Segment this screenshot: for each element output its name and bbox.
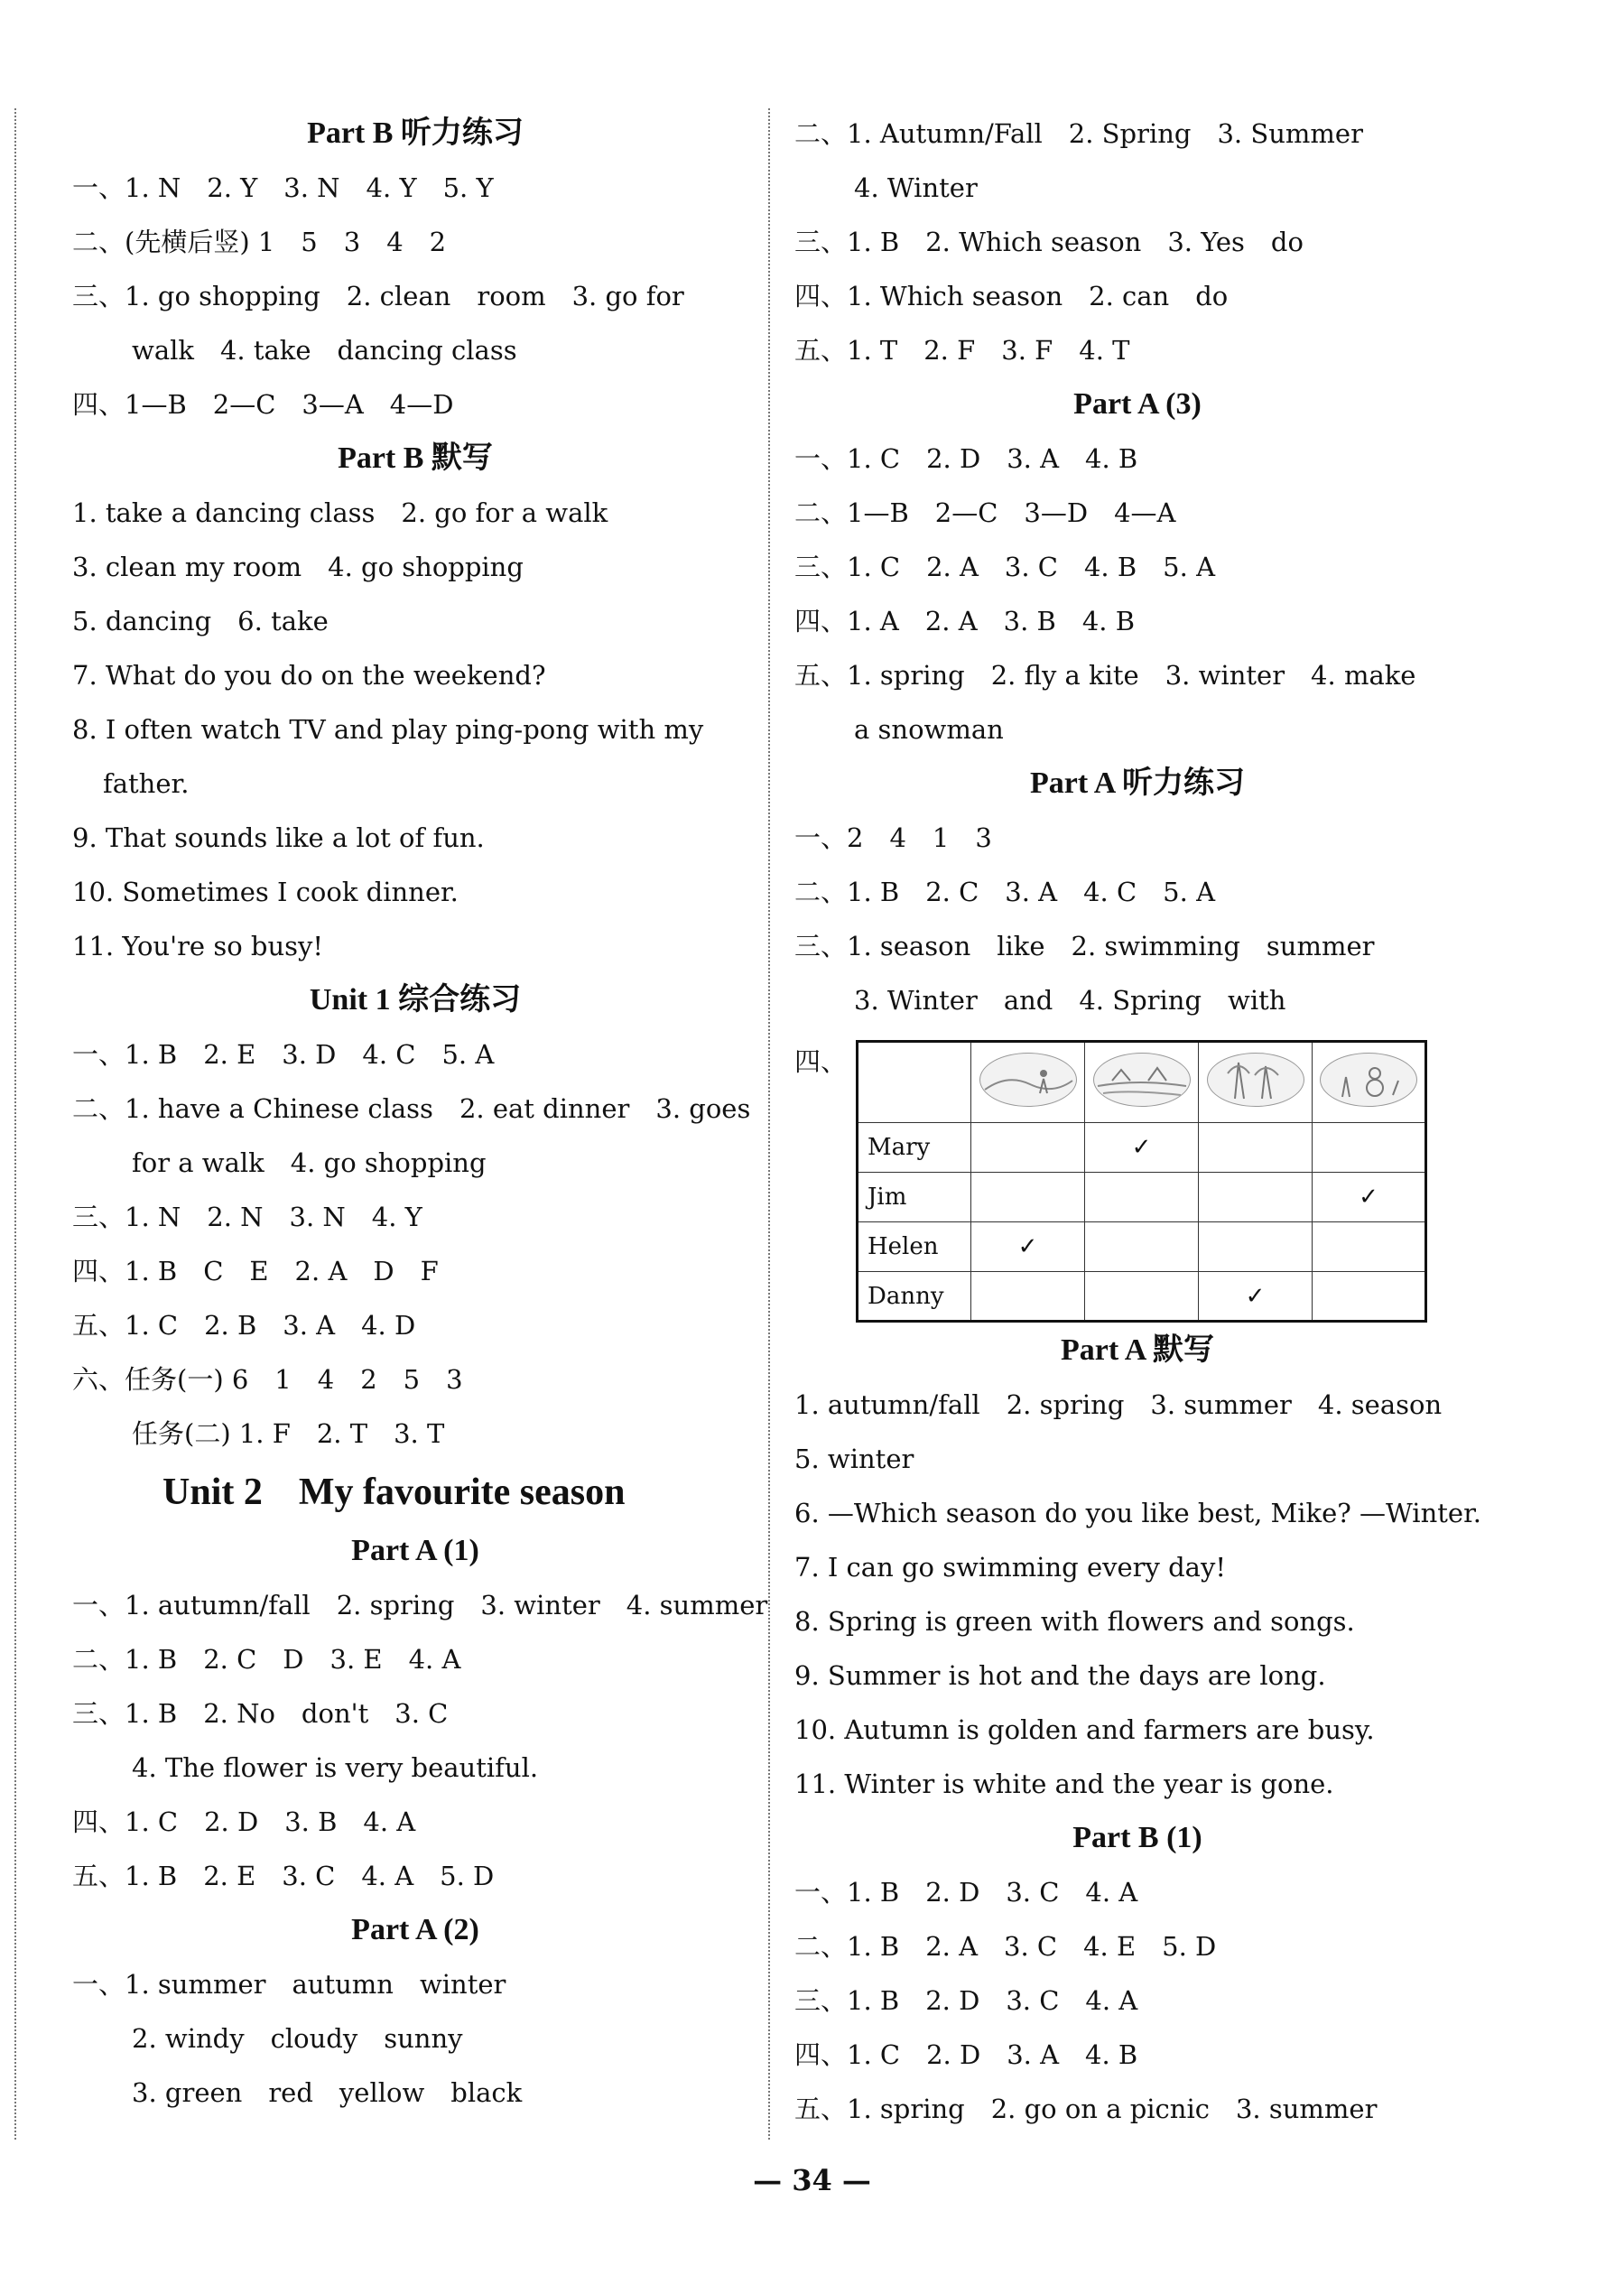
left-column (72, 107, 768, 2120)
answer-line: 二、1. B 2. C 3. A 4. C 5. A (794, 877, 1216, 907)
table-row-name: Jim (858, 1173, 971, 1222)
answer-line: 五、1. B 2. E 3. C 4. A 5. D (72, 1861, 495, 1891)
table-corner-cell (858, 1042, 971, 1123)
answer-line: 二、1. B 2. A 3. C 4. E 5. D (794, 1931, 1217, 1962)
table-cell (1085, 1272, 1199, 1322)
table-cell (1313, 1123, 1426, 1173)
answer-line: 一、1. summer autumn winter (72, 1969, 506, 2000)
section-title: Part B 默写 (338, 441, 493, 475)
section-title: Unit 1 综合练习 (309, 983, 522, 1017)
answer-line: 5. winter (794, 1444, 914, 1474)
answer-line: 一、1. autumn/fall 2. spring 3. winter 4. summer (72, 1590, 768, 1620)
section-title: Part A 默写 (1061, 1333, 1214, 1367)
table-cell (971, 1272, 1085, 1322)
section-title: Part A (3) (1073, 387, 1202, 421)
answer-line: 11. You're so busy! (72, 931, 324, 961)
season-activity-table (856, 1040, 1427, 1323)
check-mark-icon: ✓ (971, 1222, 1085, 1272)
section-title: Part A 听力练习 (1030, 766, 1245, 800)
table-question-label: 四、 (794, 1046, 848, 1077)
answer-line: 四、1. A 2. A 3. B 4. B (794, 606, 1136, 636)
answer-line: 二、1. Autumn/Fall 2. Spring 3. Summer (794, 118, 1363, 149)
answer-line: 2. windy cloudy sunny (132, 2023, 463, 2054)
answer-line: 四、1. Which season 2. can do (794, 281, 1229, 311)
answer-line: 一、1. N 2. Y 3. N 4. Y 5. Y (72, 172, 494, 203)
table-cell (1313, 1222, 1426, 1272)
answer-line: 三、1. B 2. No don't 3. C (72, 1698, 449, 1729)
answer-line: 一、1. C 2. D 3. A 4. B (794, 443, 1138, 474)
answer-line: 五、1. spring 2. fly a kite 3. winter 4. make (794, 660, 1416, 691)
answer-line: 三、1. B 2. Which season 3. Yes do (794, 227, 1304, 257)
table-cell (971, 1173, 1085, 1222)
season-picture-cell (1199, 1042, 1313, 1123)
answer-line: 一、2 4 1 3 (794, 822, 992, 853)
table-row (858, 1272, 1426, 1322)
answer-line: 10. Autumn is golden and farmers are busy. (794, 1714, 1375, 1745)
answer-line: 四、1—B 2—C 3—A 4—D (72, 389, 454, 420)
answer-line: 1. take a dancing class 2. go for a walk (72, 497, 608, 528)
answer-line: 1. autumn/fall 2. spring 3. summer 4. season (794, 1389, 1443, 1420)
answer-line: 三、1. season like 2. swimming summer (794, 931, 1375, 961)
season-picture-2 (1093, 1053, 1191, 1107)
answer-line: 任务(二) 1. F 2. T 3. T (132, 1418, 445, 1449)
answer-line: 二、1—B 2—C 3—D 4—A (794, 497, 1176, 528)
answer-line: 9. Summer is hot and the days are long. (794, 1660, 1326, 1691)
table-cell (971, 1123, 1085, 1173)
answer-line: 8. I often watch TV and play ping-pong with my (72, 714, 704, 745)
unit-title: My favourite season (298, 1472, 626, 1513)
table-row-name: Danny (858, 1272, 971, 1322)
column-divider-dotted-line (768, 108, 770, 2140)
answer-line: 一、1. B 2. D 3. C 4. A (794, 1877, 1138, 1908)
answer-line: 7. I can go swimming every day! (794, 1552, 1227, 1583)
answer-line: 四、1. C 2. D 3. A 4. B (794, 2039, 1138, 2070)
answer-line: 11. Winter is white and the year is gone. (794, 1769, 1334, 1799)
season-picture-3 (1207, 1053, 1304, 1107)
table-cell (1085, 1222, 1199, 1272)
section-title: Part B (1) (1072, 1821, 1202, 1854)
section-title: Part A (1) (351, 1534, 479, 1567)
table-row (858, 1123, 1426, 1173)
season-picture-cell (1313, 1042, 1426, 1123)
table-cell (1199, 1173, 1313, 1222)
table-row-name: Mary (858, 1123, 971, 1173)
answer-line: 6. —Which season do you like best, Mike? —Winter. (794, 1498, 1481, 1528)
check-mark-icon: ✓ (1199, 1272, 1313, 1322)
table-row (858, 1222, 1426, 1272)
answer-line: 一、1. B 2. E 3. D 4. C 5. A (72, 1039, 495, 1070)
answer-line: 五、1. C 2. B 3. A 4. D (72, 1310, 416, 1341)
answer-line: 7. What do you do on the weekend? (72, 660, 546, 691)
answer-line: 三、1. C 2. A 3. C 4. B 5. A (794, 552, 1216, 582)
answer-line: 二、1. B 2. C D 3. E 4. A (72, 1644, 461, 1675)
check-mark-icon: ✓ (1085, 1123, 1199, 1173)
unit-heading (72, 1461, 758, 1524)
answer-line: 8. Spring is green with flowers and songs. (794, 1606, 1355, 1637)
answer-line: a snowman (854, 714, 1004, 745)
answer-line: 五、1. spring 2. go on a picnic 3. summer (794, 2094, 1378, 2124)
answer-line: 3. green red yellow black (132, 2077, 523, 2108)
answer-line: 10. Sometimes I cook dinner. (72, 877, 459, 907)
answer-line: 9. That sounds like a lot of fun. (72, 822, 485, 853)
season-picture-cell (971, 1042, 1085, 1123)
answer-line: 四、1. B C E 2. A D F (72, 1256, 439, 1286)
answer-line: 六、任务(一) 6 1 4 2 5 3 (72, 1364, 463, 1395)
table-header-row (858, 1042, 1426, 1123)
table-cell (1085, 1173, 1199, 1222)
answer-line: 4. Winter (854, 172, 978, 203)
season-table-block (794, 1035, 1480, 1323)
table-cell (1199, 1123, 1313, 1173)
answer-line: 三、1. go shopping 2. clean room 3. go for (72, 281, 684, 311)
answer-line: 4. The flower is very beautiful. (132, 1752, 539, 1783)
answer-line: 二、1. have a Chinese class 2. eat dinner 3. goes (72, 1093, 751, 1124)
page-number: — 34 — (753, 2163, 871, 2197)
table-row-name: Helen (858, 1222, 971, 1272)
section-title: Part B 听力练习 (307, 116, 524, 150)
answer-line: 二、(先横后竖) 1 5 3 4 2 (72, 227, 447, 257)
answer-line: for a walk 4. go shopping (132, 1147, 487, 1178)
answer-line: 3. Winter and 4. Spring with (854, 985, 1286, 1016)
check-mark-icon: ✓ (1313, 1173, 1426, 1222)
answer-line: 三、1. N 2. N 3. N 4. Y (72, 1202, 422, 1232)
season-picture-4 (1320, 1053, 1417, 1107)
answer-line: father. (103, 768, 190, 799)
season-picture-1 (979, 1053, 1077, 1107)
table-row (858, 1173, 1426, 1222)
answer-line: 四、1. C 2. D 3. B 4. A (72, 1806, 416, 1837)
answer-line: walk 4. take dancing class (132, 335, 517, 366)
answer-line: 5. dancing 6. take (72, 606, 329, 636)
answer-line: 五、1. T 2. F 3. F 4. T (794, 335, 1130, 366)
left-margin-dotted-line (14, 108, 16, 2140)
answer-line: 3. clean my room 4. go shopping (72, 552, 524, 582)
season-picture-cell (1085, 1042, 1199, 1123)
table-cell (1313, 1272, 1426, 1322)
table-cell (1199, 1222, 1313, 1272)
unit-number: Unit 2 (162, 1472, 263, 1513)
section-title: Part A (2) (351, 1913, 479, 1946)
answer-line: 三、1. B 2. D 3. C 4. A (794, 1985, 1138, 2016)
right-column (794, 107, 1480, 2136)
